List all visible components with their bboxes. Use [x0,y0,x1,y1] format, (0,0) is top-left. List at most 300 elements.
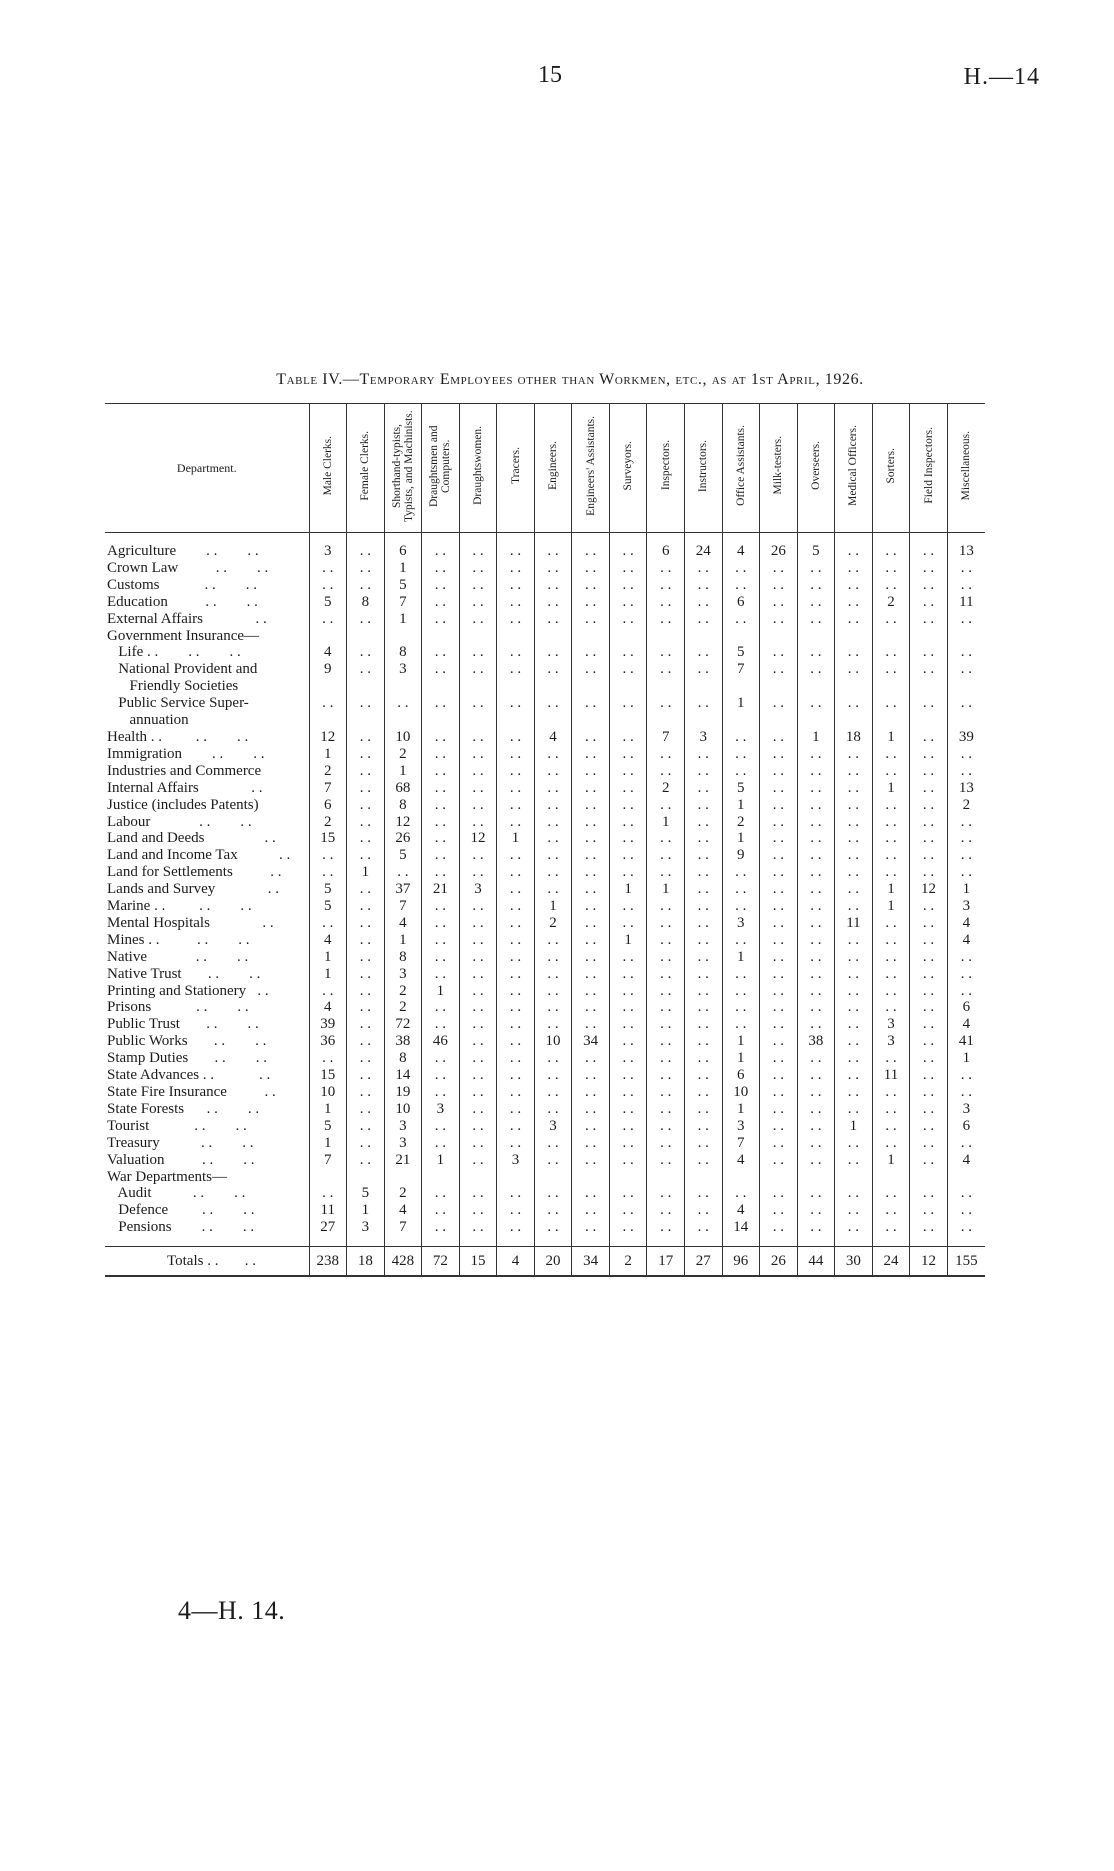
table-cell: . . [910,577,948,594]
table-cell: 15 [309,1067,347,1084]
table-cell: 1 [722,949,760,966]
table-cell [835,712,873,729]
table-cell: . . [910,1101,948,1118]
total-cell: 24 [872,1247,910,1277]
column-header-label: Instructors. [697,439,710,492]
table-cell: . . [347,814,385,831]
table-cell: . . [760,577,798,594]
table-cell: . . [910,1016,948,1033]
table-cell: . . [910,729,948,746]
table-cell: 10 [534,1033,572,1050]
table-cell: 12 [910,881,948,898]
column-header [910,404,948,533]
table-cell: . . [497,729,535,746]
table-cell: . . [422,1050,460,1067]
table-cell: . . [459,1152,497,1169]
table-cell: 9 [722,847,760,864]
table-cell [647,1169,685,1186]
table-cell: . . [572,966,610,983]
table-cell: 39 [309,1016,347,1033]
table-cell: . . [684,1101,722,1118]
total-cell: 17 [647,1247,685,1277]
department-name: National Provident and [107,661,258,678]
table-cell: . . [760,1202,798,1219]
table-row [105,533,985,560]
table-cell: . . [722,746,760,763]
table-cell: . . [872,949,910,966]
table-cell: . . [534,611,572,628]
table-cell: . . [835,780,873,797]
table-cell: . . [947,864,985,881]
table-cell: 1 [722,830,760,847]
table-cell: . . [459,1067,497,1084]
table-cell: 15 [309,830,347,847]
table-cell: 1 [647,814,685,831]
table-cell [722,712,760,729]
table-cell: . . [835,999,873,1016]
table-cell: . . [910,797,948,814]
table-cell: . . [459,729,497,746]
table-cell: 6 [722,1067,760,1084]
table-cell: . . [347,1135,385,1152]
table-cell: . . [609,661,647,678]
total-cell: 72 [422,1247,460,1277]
table-cell [835,628,873,645]
table-cell: . . [797,830,835,847]
table-cell: . . [647,1033,685,1050]
table-cell: . . [760,780,798,797]
table-cell: . . [534,577,572,594]
table-row [105,1152,985,1169]
table-cell: 2 [309,814,347,831]
table-row [105,1033,985,1050]
table-row [105,560,985,577]
table-cell: . . [534,1050,572,1067]
table-cell: . . [572,594,610,611]
table-row [105,949,985,966]
table-cell: 21 [422,881,460,898]
table-cell: . . [459,611,497,628]
table-cell: . . [722,932,760,949]
department-name: Prisons . . . . [107,999,249,1016]
table-cell: . . [910,1135,948,1152]
table-cell: . . [347,729,385,746]
table-cell: . . [760,949,798,966]
table-cell: . . [609,746,647,763]
table-row [105,611,985,628]
table-cell: . . [422,898,460,915]
table-cell: 5 [384,847,422,864]
table-cell [497,678,535,695]
table-cell: . . [609,847,647,864]
table-cell: . . [835,661,873,678]
table-cell: . . [760,1118,798,1135]
table-row [105,915,985,932]
table-cell: . . [684,1152,722,1169]
table-cell: . . [422,729,460,746]
table-cell: 38 [384,1033,422,1050]
table-cell [422,678,460,695]
table-cell: . . [647,644,685,661]
table-cell: . . [497,1016,535,1033]
table-cell: . . [947,1084,985,1101]
table-cell: . . [497,1033,535,1050]
table-cell: . . [497,1202,535,1219]
table-cell: . . [422,1219,460,1246]
table-cell: . . [872,560,910,577]
table-cell: . . [422,949,460,966]
table-cell: . . [684,915,722,932]
table-cell: 1 [722,695,760,712]
table-cell [497,712,535,729]
department-name: Marine . . . . . . [107,898,252,915]
table-cell: . . [910,644,948,661]
table-cell: . . [647,577,685,594]
table-cell [947,1169,985,1186]
table-cell: . . [309,864,347,881]
table-cell: . . [872,1084,910,1101]
table-cell: 10 [722,1084,760,1101]
table-cell: 68 [384,780,422,797]
table-cell [872,678,910,695]
table-cell [684,628,722,645]
table-cell: . . [347,763,385,780]
table-cell: . . [835,966,873,983]
table-row [105,898,985,915]
table-cell: . . [609,898,647,915]
table-cell: . . [609,864,647,881]
table-cell [534,628,572,645]
table-cell: 12 [459,830,497,847]
table-cell [947,678,985,695]
table-cell: . . [760,560,798,577]
table-cell: 4 [947,915,985,932]
table-cell: . . [497,983,535,1000]
table-cell: . . [835,864,873,881]
table-cell: . . [534,881,572,898]
table-cell: 3 [722,1118,760,1135]
table-row [105,847,985,864]
table-cell: . . [835,881,873,898]
table-cell: 21 [384,1152,422,1169]
table-cell: . . [910,780,948,797]
table-cell: . . [760,999,798,1016]
table-cell: . . [497,966,535,983]
department-name: War Departments— [107,1168,227,1185]
table-cell: . . [722,577,760,594]
table-cell: . . [497,746,535,763]
table-cell: . . [609,1050,647,1067]
department-name: Land and Deeds . . [107,830,276,847]
table-cell: . . [647,1135,685,1152]
column-header-label: Draughtswomen. [471,426,484,505]
table-cell: 1 [647,881,685,898]
table-cell: . . [910,1084,948,1101]
table-cell [910,628,948,645]
table-cell [422,712,460,729]
table-cell: . . [647,695,685,712]
department-name: Treasury . . . . [107,1134,254,1151]
table-cell: . . [760,1152,798,1169]
table-cell: 6 [384,533,422,560]
table-cell: . . [572,797,610,814]
table-cell: . . [422,644,460,661]
table-cell [760,678,798,695]
table-cell: . . [347,1050,385,1067]
table-cell [572,1169,610,1186]
department-name: Native . . . . [107,948,249,965]
total-cell: 96 [722,1247,760,1277]
table-cell: 3 [947,898,985,915]
table-cell: . . [760,1050,798,1067]
table-cell: . . [797,1185,835,1202]
table-cell: . . [835,611,873,628]
table-cell: . . [534,1084,572,1101]
table-cell: . . [872,746,910,763]
table-cell: 1 [384,611,422,628]
table-cell: . . [572,1084,610,1101]
table-row [105,1185,985,1202]
table-body [105,533,985,1247]
table-row [105,1219,985,1246]
table-cell: . . [572,1101,610,1118]
table-cell: . . [684,999,722,1016]
column-header-label: Office Assistants. [734,425,747,506]
table-cell: . . [459,1219,497,1246]
table-cell: . . [872,1219,910,1246]
table-cell [797,628,835,645]
table-cell: . . [722,898,760,915]
table-cell: . . [684,847,722,864]
table-cell: . . [572,577,610,594]
table-cell: . . [760,983,798,1000]
table-cell: 38 [797,1033,835,1050]
table-cell: 5 [309,1118,347,1135]
table-cell: 3 [384,1118,422,1135]
table-cell: 13 [947,533,985,560]
table-cell [797,678,835,695]
table-cell [459,712,497,729]
table-cell: 3 [684,729,722,746]
table-cell: . . [609,999,647,1016]
table-cell: . . [910,695,948,712]
table-cell: . . [572,881,610,898]
table-cell: . . [947,847,985,864]
table-cell: . . [910,1050,948,1067]
table-cell: 8 [347,594,385,611]
column-header-label: Shorthand-typists, Typists, and Machinists. [390,409,415,522]
table-header-row [105,404,985,533]
table-cell: . . [835,746,873,763]
table-cell: . . [797,1202,835,1219]
table-cell: . . [309,695,347,712]
table-cell [422,628,460,645]
table-cell: 4 [947,1016,985,1033]
table-row [105,1101,985,1118]
column-header-label: Tracers. [509,447,522,485]
table-cell: . . [497,864,535,881]
table-cell: . . [647,1202,685,1219]
table-row [105,983,985,1000]
table-cell: . . [872,644,910,661]
table-cell: . . [609,1202,647,1219]
table-cell: . . [947,1135,985,1152]
department-name: Mines . . . . . . [107,931,250,948]
table-cell [835,678,873,695]
table-cell: 4 [309,932,347,949]
table-cell: . . [797,797,835,814]
table-cell: 1 [872,881,910,898]
table-cell [384,628,422,645]
table-cell: . . [684,1185,722,1202]
table-cell [309,678,347,695]
table-cell: . . [347,830,385,847]
table-cell: . . [722,611,760,628]
table-cell: . . [684,1118,722,1135]
department-name: Valuation . . . . [107,1151,255,1168]
table-cell: . . [760,763,798,780]
table-cell: . . [760,695,798,712]
table-cell: . . [872,1135,910,1152]
table-row [105,628,985,645]
table-cell: . . [534,763,572,780]
table-cell: . . [609,1084,647,1101]
table-cell: . . [384,864,422,881]
table-cell: 4 [534,729,572,746]
table-cell: . . [497,661,535,678]
table-cell: . . [947,966,985,983]
table-cell: 39 [947,729,985,746]
table-cell: . . [947,949,985,966]
table-cell: . . [797,1067,835,1084]
column-header [760,404,798,533]
table-cell: . . [872,864,910,881]
table-cell: . . [347,966,385,983]
table-cell: . . [459,797,497,814]
table-cell: . . [422,611,460,628]
table-cell: . . [647,932,685,949]
table-cell [534,678,572,695]
table-cell: . . [684,1067,722,1084]
table-cell: 3 [384,661,422,678]
total-cell: 238 [309,1247,347,1277]
table-cell: . . [797,1016,835,1033]
table-cell: . . [534,560,572,577]
table-cell: . . [647,1101,685,1118]
table-cell [684,1169,722,1186]
table-cell: . . [497,611,535,628]
table-cell: . . [647,1084,685,1101]
table-cell: . . [534,1067,572,1084]
table-cell: . . [684,763,722,780]
table-cell: 5 [797,533,835,560]
table-cell: . . [872,611,910,628]
table-cell [872,712,910,729]
table-cell: . . [422,763,460,780]
table-cell: . . [497,797,535,814]
table-cell: . . [797,577,835,594]
table-cell: . . [872,1202,910,1219]
table-cell: . . [572,533,610,560]
table-cell: . . [760,1101,798,1118]
table-cell: 4 [384,1202,422,1219]
total-cell: 26 [760,1247,798,1277]
table-cell: 1 [609,932,647,949]
table-cell: 4 [947,1152,985,1169]
table-cell [384,678,422,695]
table-cell: 5 [309,881,347,898]
column-header [797,404,835,533]
table-cell: . . [497,881,535,898]
table-cell: . . [459,932,497,949]
table-cell: 1 [309,966,347,983]
table-cell: . . [497,1084,535,1101]
table-cell: . . [459,1016,497,1033]
total-cell: 44 [797,1247,835,1277]
table-cell: 6 [647,533,685,560]
table-cell: . . [647,983,685,1000]
table-cell: . . [835,695,873,712]
table-cell: . . [797,932,835,949]
table-cell: . . [347,1084,385,1101]
department-name: Health . . . . . . [107,728,249,745]
table-cell: . . [459,644,497,661]
table-cell: . . [835,594,873,611]
table-cell: . . [722,1016,760,1033]
table-cell: . . [647,1050,685,1067]
table-cell: 4 [947,932,985,949]
table-cell: . . [947,830,985,847]
table-cell: . . [910,915,948,932]
table-cell: . . [459,1084,497,1101]
table-cell: . . [459,780,497,797]
table-cell [722,1169,760,1186]
table-cell: 1 [309,1135,347,1152]
table-cell [384,1169,422,1186]
table-cell: . . [760,1084,798,1101]
table-cell: 11 [835,915,873,932]
table-cell: . . [947,763,985,780]
table-cell [572,628,610,645]
table-cell: 19 [384,1084,422,1101]
table-cell: . . [422,594,460,611]
table-cell [684,678,722,695]
table-cell: 2 [384,999,422,1016]
table-cell: 1 [872,729,910,746]
table-cell: . . [760,881,798,898]
table-cell: . . [684,780,722,797]
table-cell: . . [497,533,535,560]
table-cell: . . [609,1118,647,1135]
table-cell: . . [797,1050,835,1067]
table-cell: . . [835,1202,873,1219]
table-cell: . . [534,983,572,1000]
table-cell: . . [910,1033,948,1050]
table-cell: . . [647,611,685,628]
table-cell: 3 [872,1016,910,1033]
table-cell: 7 [647,729,685,746]
table-cell: . . [572,1219,610,1246]
table-cell: . . [722,999,760,1016]
department-name: Pensions . . . . [107,1219,255,1236]
table-cell: . . [797,695,835,712]
table-cell: . . [572,661,610,678]
table-cell: . . [572,830,610,847]
table-cell: . . [947,1219,985,1246]
table-cell: . . [497,594,535,611]
department-name: Friendly Societies [107,678,239,695]
table-cell: . . [647,1185,685,1202]
